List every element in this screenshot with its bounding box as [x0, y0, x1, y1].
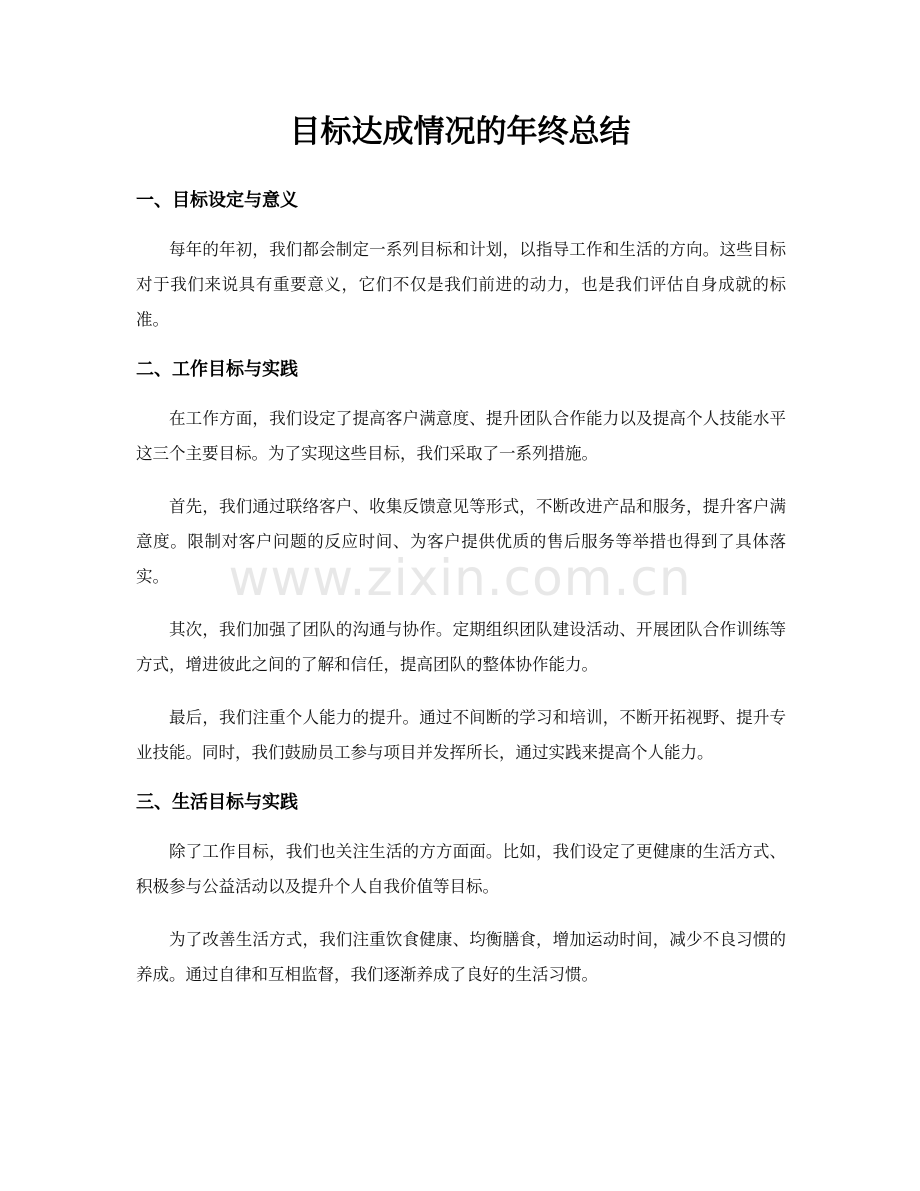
paragraph: 最后，我们注重个人能力的提升。通过不间断的学习和培训，不断开拓视野、提升专业技能。同时，我们鼓励员工参与项目并发挥所长，通过实践来提高个人能力。 — [136, 708, 786, 762]
section-goal-setting — [136, 186, 786, 337]
paragraph: 其次，我们加强了团队的沟通与协作。定期组织团队建设活动、开展团队合作训练等方式，增进彼此之间的了解和信任，提高团队的整体协作能力。 — [136, 620, 786, 674]
document-body — [136, 186, 786, 1010]
paragraph: 首先，我们通过联络客户、收集反馈意见等形式，不断改进产品和服务，提升客户满意度。限制对客户问题的反应时间、为客户提供优质的售后服务等举措也得到了具体落实。 — [136, 497, 786, 586]
paragraph: 除了工作目标，我们也关注生活的方方面面。比如，我们设定了更健康的生活方式、积极参与公益活动以及提升个人自我价值等目标。 — [136, 842, 786, 896]
page-title: 目标达成情况的年终总结 — [289, 114, 631, 150]
section-heading: 三、生活目标与实践 — [136, 792, 298, 813]
section-life-goals — [136, 788, 786, 992]
paragraph: 为了改善生活方式，我们注重饮食健康、均衡膳食，增加运动时间，减少不良习惯的养成。通过自律和互相监督，我们逐渐养成了良好的生活习惯。 — [136, 930, 786, 984]
section-heading: 一、目标设定与意义 — [136, 190, 298, 211]
paragraph: 每年的年初，我们都会制定一系列目标和计划，以指导工作和生活的方向。这些目标对于我们来说具有重要意义，它们不仅是我们前进的动力，也是我们评估自身成就的标准。 — [136, 240, 786, 329]
paragraph: 在工作方面，我们设定了提高客户满意度、提升团队合作能力以及提高个人技能水平这三个主要目标。为了实现这些目标，我们采取了一系列措施。 — [136, 409, 786, 463]
watermark: www.zixin.com.cn — [228, 549, 692, 607]
section-work-goals — [136, 355, 786, 770]
section-heading: 二、工作目标与实践 — [136, 359, 298, 380]
